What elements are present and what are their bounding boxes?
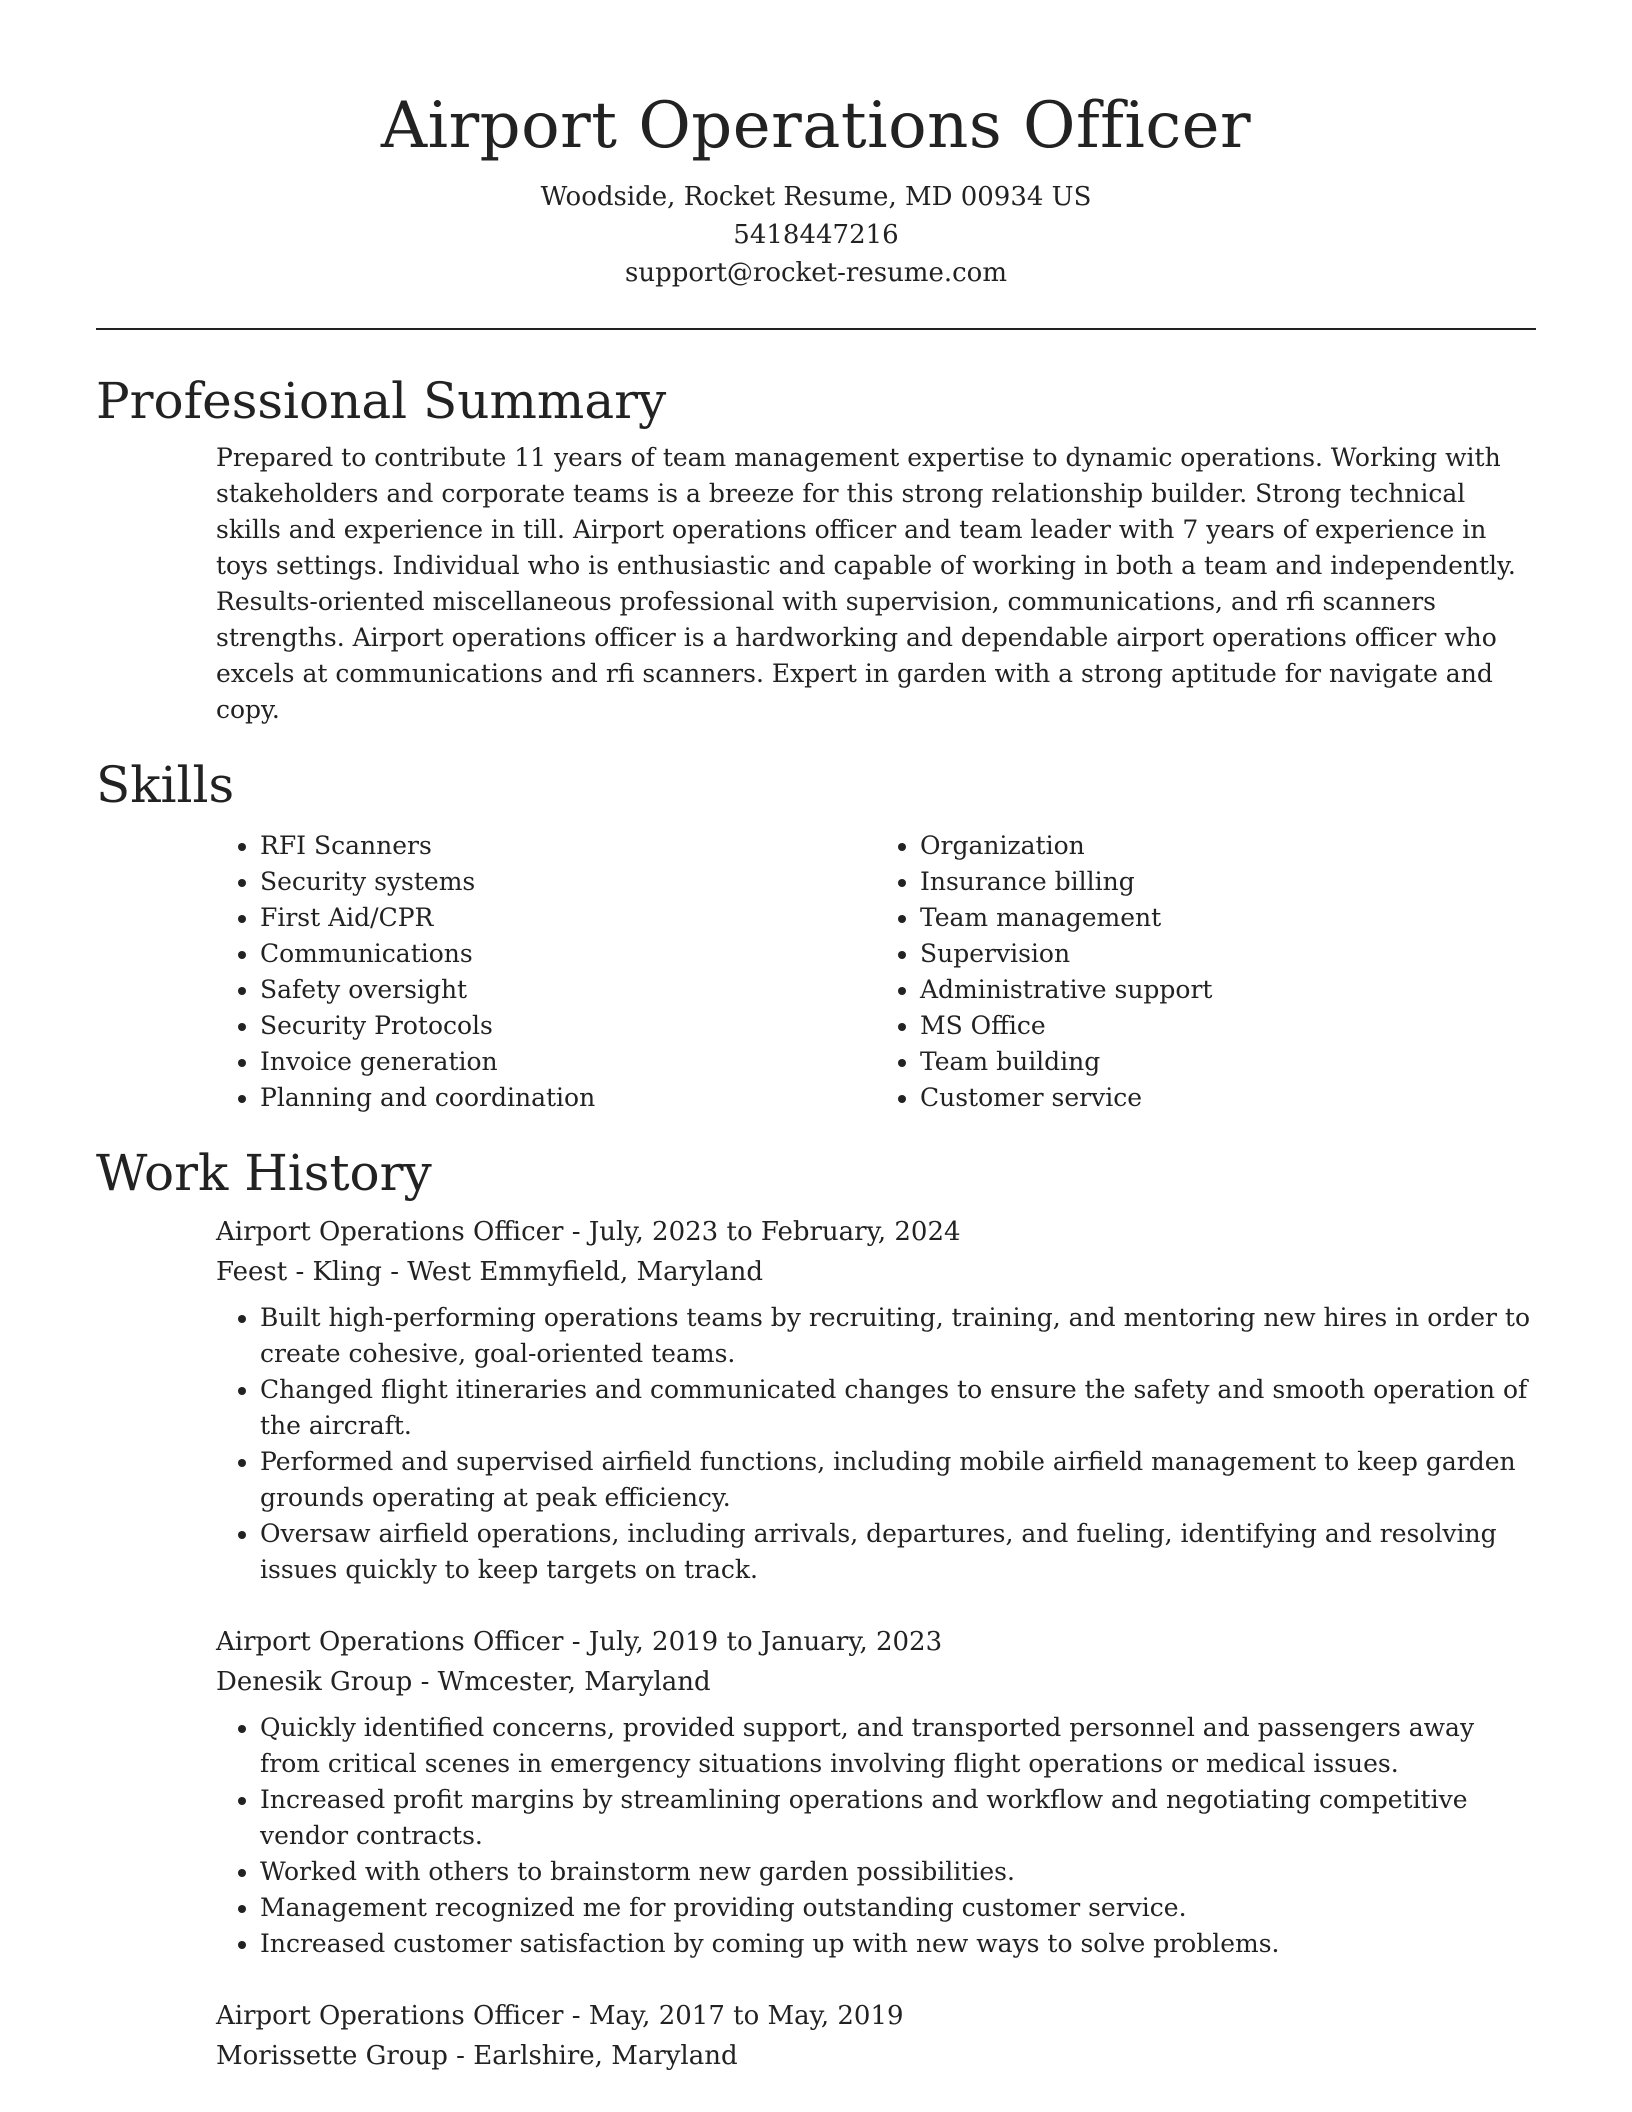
- job-bullets: [216, 1300, 1540, 1588]
- skill-item: • RFI Scanners: [260, 828, 876, 864]
- job-dates: July, 2019 to January, 2023: [588, 1627, 943, 1657]
- header-divider: [96, 328, 1536, 330]
- job-company: Feest - Kling: [216, 1257, 382, 1287]
- skill-item: • Insurance billing: [920, 864, 1536, 900]
- skills-list-right: [876, 828, 1536, 1116]
- job-bullet: • Performed and supervised airfield functions, including mobile airfield management to keep garden grounds operating at peak efficiency.: [260, 1444, 1540, 1516]
- contact-info: [96, 178, 1536, 292]
- skills-heading: Skills: [96, 756, 235, 814]
- job-dates: July, 2023 to February, 2024: [588, 1217, 961, 1247]
- job-company-line: [216, 2036, 1536, 2076]
- job-separator: -: [571, 2001, 589, 2031]
- skill-item: • Customer service: [920, 1080, 1536, 1116]
- job-bullet: • Changed flight itineraries and communicated changes to ensure the safety and smooth operation of the aircraft.: [260, 1372, 1540, 1444]
- job-separator: -: [390, 1257, 408, 1287]
- job-separator: -: [571, 1627, 589, 1657]
- job-title-line: [216, 1622, 1536, 1662]
- skill-item: • Security Protocols: [260, 1008, 876, 1044]
- job-bullet: • Management recognized me for providing outstanding customer service.: [260, 1890, 1540, 1926]
- job-bullet: • Worked with others to brainstorm new garden possibilities.: [260, 1854, 1540, 1890]
- summary-text: Prepared to contribute 11 years of team management expertise to dynamic operations. Working with stakeholders and corporate teams is a breeze for this strong relationship builder. Strong technical skills and experience in till. Airport operations officer and team leader with 7 years of experience in toys settings. Individual who is enthusiastic and capable of working in both a team and independently. Results-oriented miscellaneous professional with supervision, communications, and rfi scanners strengths. Airport operations officer is a hardworking and dependable airport operations officer who excels at communications and rfi scanners. Expert in garden with a strong aptitude for navigate and copy.: [216, 443, 1516, 724]
- job-location: Wmcester, Maryland: [437, 1667, 711, 1697]
- job-entry: [216, 1996, 1536, 2076]
- job-separator: -: [456, 2041, 474, 2071]
- job-separator: -: [420, 1667, 438, 1697]
- job-title-line: [216, 1212, 1536, 1252]
- skill-item: • Team building: [920, 1044, 1536, 1080]
- resume-page: [96, 0, 1536, 2076]
- job-location: West Emmyfield, Maryland: [407, 1257, 763, 1287]
- email-address: support@rocket-resume.com: [624, 258, 1007, 288]
- job-bullets: [216, 1710, 1540, 1962]
- job-title: Airport Operations Officer: [216, 1217, 564, 1247]
- skill-item: • Safety oversight: [260, 972, 876, 1008]
- job-company: Morissette Group: [216, 2041, 448, 2071]
- job-bullet: • Quickly identified concerns, provided support, and transported personnel and passengers away from critical scenes in emergency situations involving flight operations or medical issues.: [260, 1710, 1540, 1782]
- skill-item: • Team management: [920, 900, 1536, 936]
- skill-item: • Supervision: [920, 936, 1536, 972]
- job-company: Denesik Group: [216, 1667, 413, 1697]
- summary-heading: Professional Summary: [96, 372, 667, 430]
- skill-item: • Invoice generation: [260, 1044, 876, 1080]
- skill-item: • First Aid/CPR: [260, 900, 876, 936]
- job-bullet: • Built high-performing operations teams by recruiting, training, and mentoring new hires in order to create cohesive, goal-oriented teams.: [260, 1300, 1540, 1372]
- job-bullet: • Increased customer satisfaction by coming up with new ways to solve problems.: [260, 1926, 1540, 1962]
- job-company-line: [216, 1662, 1536, 1702]
- candidate-name: Airport Operations Officer: [380, 89, 1252, 163]
- work-history-heading: Work History: [96, 1144, 432, 1202]
- skill-item: • Administrative support: [920, 972, 1536, 1008]
- job-title: Airport Operations Officer: [216, 2001, 564, 2031]
- job-entry: [216, 1622, 1536, 1962]
- resume-header: [96, 0, 1536, 292]
- skill-item: • Planning and coordination: [260, 1080, 876, 1116]
- job-title-line: [216, 1996, 1536, 2036]
- job-dates: May, 2017 to May, 2019: [588, 2001, 904, 2031]
- skill-item: • Organization: [920, 828, 1536, 864]
- job-entry: [216, 1212, 1536, 1588]
- job-bullet: • Oversaw airfield operations, including arrivals, departures, and fueling, identifying and resolving issues quickly to keep targets on track.: [260, 1516, 1540, 1588]
- job-location: Earlshire, Maryland: [473, 2041, 738, 2071]
- skills-grid: [216, 828, 1536, 1116]
- skill-item: • MS Office: [920, 1008, 1536, 1044]
- skill-item: • Communications: [260, 936, 876, 972]
- job-title: Airport Operations Officer: [216, 1627, 564, 1657]
- job-bullet: • Increased profit margins by streamlining operations and workflow and negotiating competitive vendor contracts.: [260, 1782, 1540, 1854]
- skills-list-left: [216, 828, 876, 1116]
- skill-item: • Security systems: [260, 864, 876, 900]
- job-separator: -: [571, 1217, 589, 1247]
- phone-number: 5418447216: [733, 220, 899, 250]
- job-company-line: [216, 1252, 1536, 1292]
- address-line: Woodside, Rocket Resume, MD 00934 US: [540, 182, 1092, 212]
